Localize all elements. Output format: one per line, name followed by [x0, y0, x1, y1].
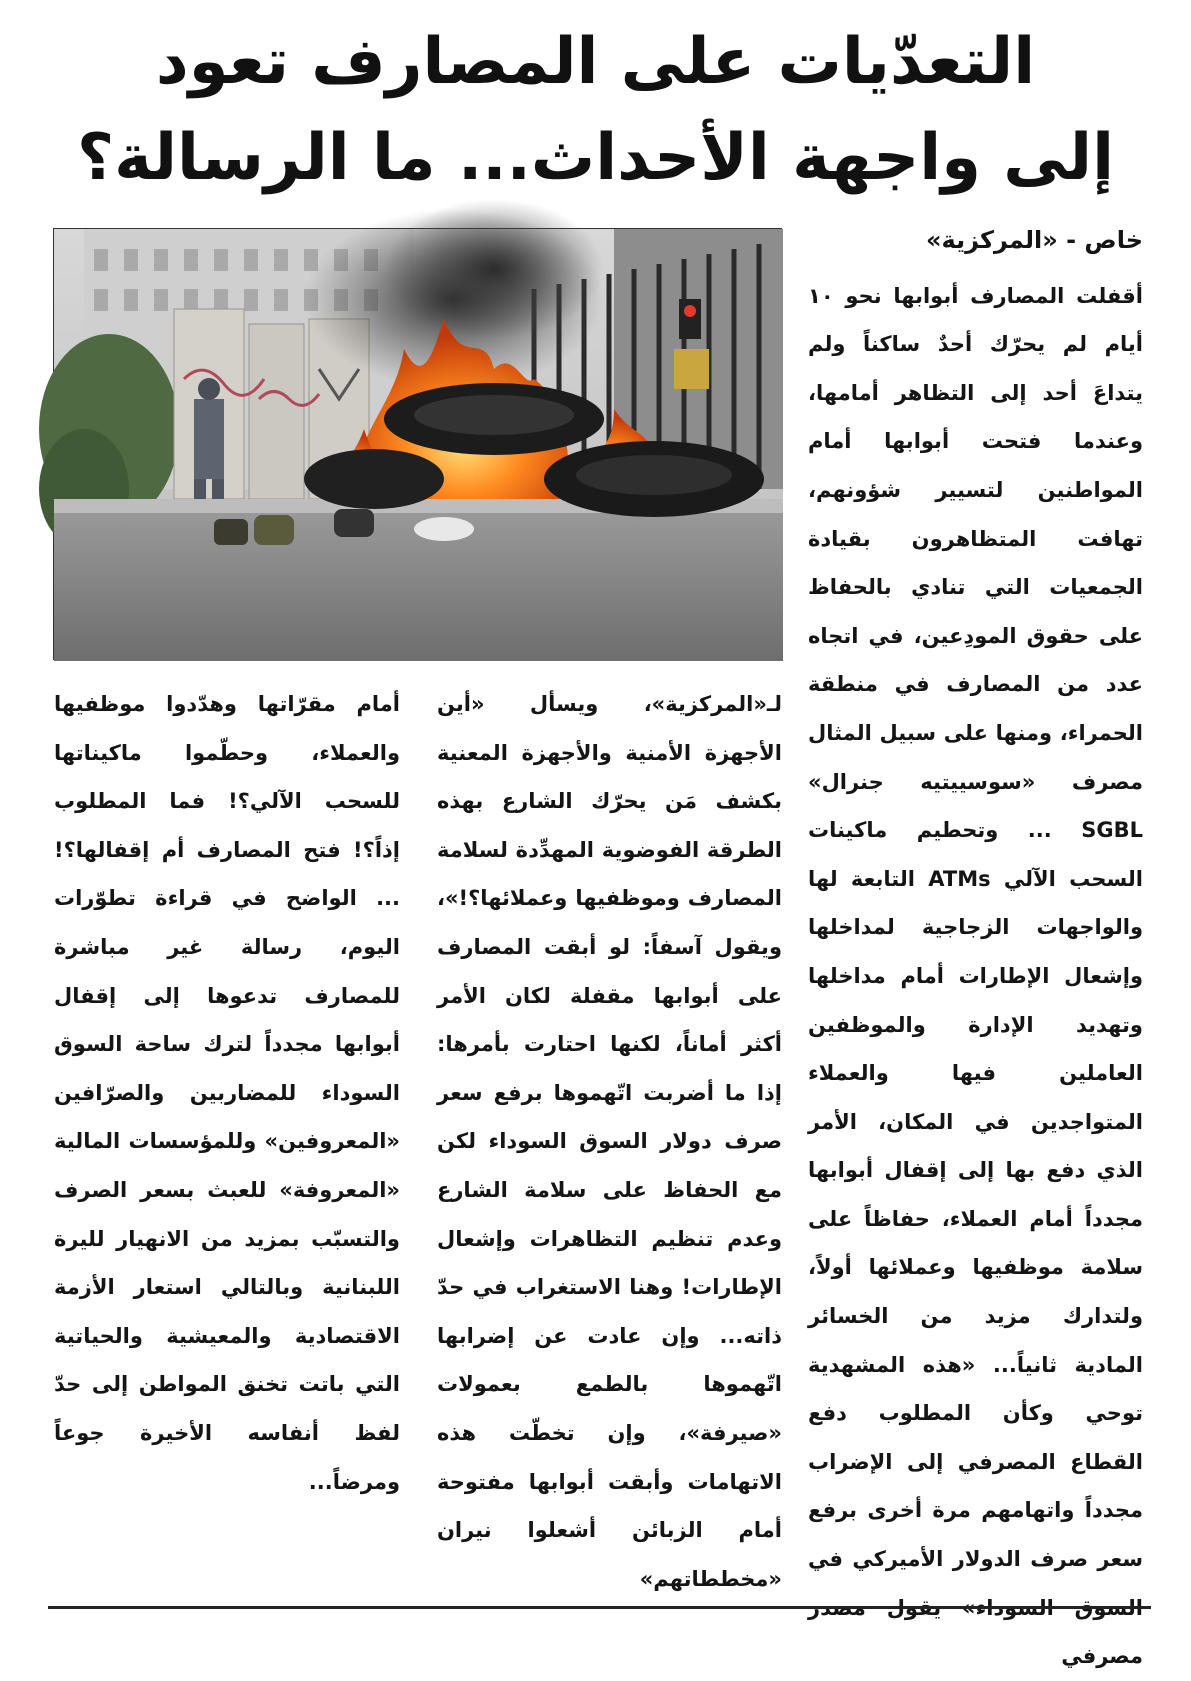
burning-tires-photo-icon [54, 229, 783, 661]
article-column-2 [437, 680, 782, 1594]
byline: خاص - «المركزية» [926, 226, 1143, 254]
article-column-1 [808, 216, 1143, 1669]
article-paragraph-2: لـ«المركزية»، ويسأل «أين الأجهزة الأمنية والأجهزة المعنية بكشف مَن يحرّك الشارع بهذه الطرقة الفوضوية المهدِّدة لسلامة المصارف وموظفيها وعملائها؟!»، ويقول آسفاً: لو أبقت المصارف على أبوابها مقفلة لكان الأمر أكثر أماناً، لكنها احتارت بأمرها: إذا ما أضربت اتّهموها برفع سعر صرف دولار السوق السوداء لكن مع الحفاظ على سلامة الشارع وعدم تنظيم التظاهرات وإشعال الإطارات! وهنا الاستغراب في حدّ ذاته... وإن عادت عن إضرابها اتّهموها بالطمع بعمولات «صيرفة»، وإن تخطّت هذه الاتهامات وأبقت أبوابها مفتوحة أمام الزبائن أشعلوا نيران «مخططاتهم» [437, 692, 782, 1591]
article-photo [53, 228, 782, 660]
bottom-rule [48, 1606, 1151, 1609]
article-column-3 [54, 680, 400, 1594]
article-paragraph-3: أمام مقرّاتها وهدّدوا موظفيها والعملاء، وحطّموا ماكيناتها للسحب الآلي؟! فما المطلوب إذاً؟! فتح المصارف أم إقفالها؟! ... الواضح في قراءة تطوّرات اليوم، رسالة غير مباشرة للمصارف تدعوها إلى إقفال أبوابها مجدداً لترك ساحة السوق السوداء للمضاربين والصرّافين «المعروفين» وللمؤسسات المالية «المعروفة» للعبث بسعر الصرف والتسبّب بمزيد من الانهيار لليرة اللبنانية وبالتالي استعار الأزمة الاقتصادية والمعيشية والحياتية التي باتت تخنق المواطن إلى حدّ لفظ أنفاسه الأخيرة جوعاً ومرضاً... [54, 692, 400, 1494]
article-paragraph-1: أقفلت المصارف أبوابها نحو ١٠ أيام لم يحرّك أحدٌ ساكناً ولم يتداعَ أحد إلى التظاهر أمامها، وعندما فتحت أبوابها أمام المواطنين لتسيير شؤونهم، تهافت المتظاهرون بقيادة الجمعيات التي تنادي بالحفاظ على حقوق المودِعين، في اتجاه عدد من المصارف في منطقة الحمراء، ومنها على سبيل المثال مصرف «سوسييتيه جنرال» SGBL ... وتحطيم ماكينات السحب الآلي ATMs التابعة لها والواجهات الزجاجية لمداخلها وإشعال الإطارات أمام مداخلها وتهديد الإدارة والموظفين العاملين فيها والعملاء المتواجدين في المكان، الأمر الذي دفع بها إلى إقفال أبوابها مجدداً أمام العملاء، حفاظاً على سلامة موظفيها وعملائها أولاً، ولتدارك مزيد من الخسائر المادية ثانياً... «هذه المشهدية توحي وكأن المطلوب دفع القطاع المصرفي إلى الإضراب مجدداً واتهامهم مرة أخرى برفع سعر صرف الدولار الأميركي في السوق السوداء» يقول مصدر مصرفي [808, 283, 1143, 1669]
headline [40, 14, 1151, 206]
headline-line-1: التعدّيات على المصارف تعود [155, 25, 1036, 99]
headline-line-2: إلى واجهة الأحداث... ما الرسالة؟ [77, 121, 1114, 195]
